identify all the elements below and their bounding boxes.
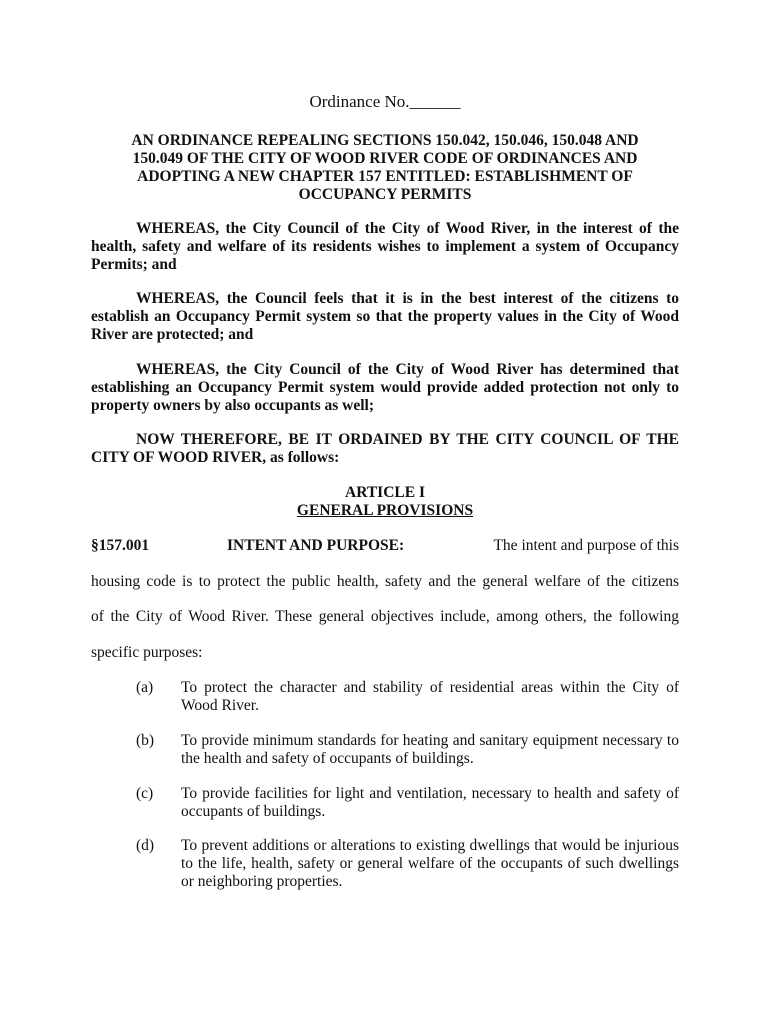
section-body-line: housing code is to protect the public health, safety and the general welfare of the citizens [91, 573, 679, 590]
section-first-text: The intent and purpose of this [493, 537, 679, 554]
list-item-text: To provide minimum standards for heating and sanitary equipment necessary to the health and safety of occupants of buildings. [181, 732, 679, 767]
ordained-paragraph: NOW THEREFORE, BE IT ORDAINED BY THE CITY COUNCIL OF THE CITY OF WOOD RIVER, as follows: [91, 431, 679, 466]
article-title: GENERAL PROVISIONS [296, 502, 474, 519]
article-heading [0, 484, 770, 520]
section-heading: INTENT AND PURPOSE: [227, 537, 405, 554]
heading-line: 150.049 OF THE CITY OF WOOD RIVER CODE OF ORDINANCES AND [132, 150, 638, 167]
whereas-paragraph-3: WHEREAS, the City Council of the City of Wood River has determined that establishing an Occupancy Permit system would provide added protection not only to property owners by also occupants as well; [91, 361, 679, 414]
heading-line: OCCUPANCY PERMITS [298, 186, 472, 203]
list-item-label: (c) [136, 785, 154, 802]
list-item-label: (d) [136, 837, 155, 854]
section-body-line: of the City of Wood River. These general objectives include, among others, the following [91, 608, 679, 625]
article-number: ARTICLE I [345, 484, 425, 501]
whereas-paragraph-1: WHEREAS, the City Council of the City of Wood River, in the interest of the health, safety and welfare of its residents wishes to implement a system of Occupancy Permits; and [91, 220, 679, 273]
ordinance-title: Ordinance No.______ [309, 92, 461, 111]
section-number: §157.001 [91, 537, 150, 554]
heading-line: ADOPTING A NEW CHAPTER 157 ENTITLED: ESTABLISHMENT OF [137, 168, 633, 185]
list-item-label: (a) [136, 679, 154, 696]
ordinance-heading [86, 132, 684, 204]
whereas-paragraph-2: WHEREAS, the Council feels that it is in the best interest of the citizens to establish an Occupancy Permit system so that the property values in the City of Wood River are protected; and [91, 290, 679, 343]
list-item-text: To protect the character and stability of residential areas within the City of Wood River. [181, 679, 679, 714]
section-body-line: specific purposes: [91, 644, 203, 661]
list-item-text: To provide facilities for light and ventilation, necessary to health and safety of occupants of buildings. [181, 785, 679, 820]
heading-line: AN ORDINANCE REPEALING SECTIONS 150.042, 150.046, 150.048 AND [131, 132, 639, 149]
list-item-text: To prevent additions or alterations to existing dwellings that would be injurious to the life, health, safety or general welfare of the occupants of such dwellings or neighboring properties. [181, 837, 679, 890]
list-item-label: (b) [136, 732, 155, 749]
